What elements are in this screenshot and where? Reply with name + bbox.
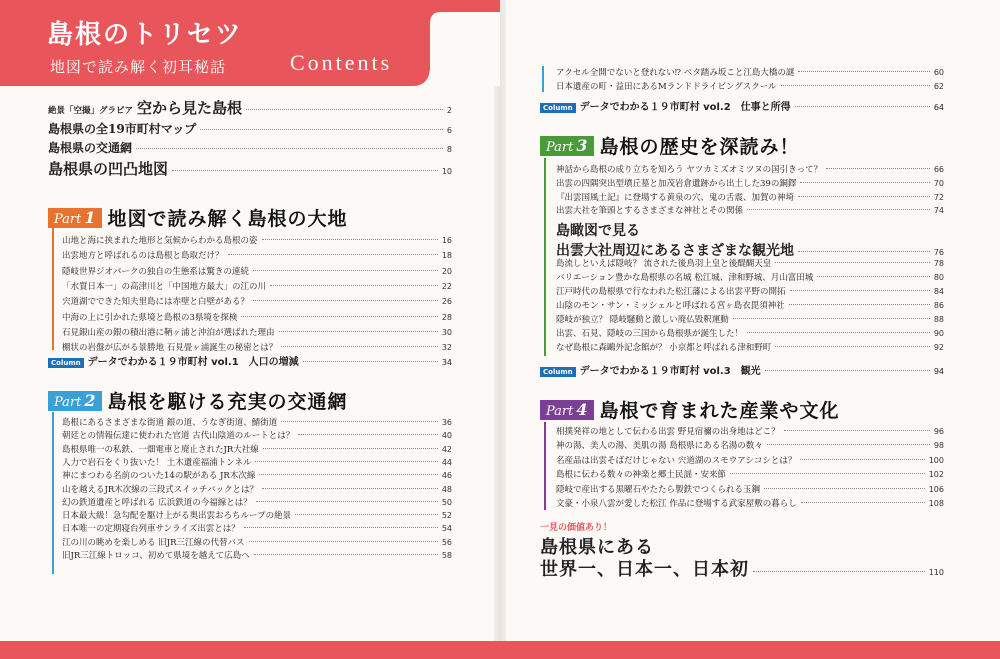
entry-page: 2 [446,106,452,115]
entry-title: 棚状の岩盤が広がる景勝地 石見畳ヶ浦誕生の秘密とは？ [62,343,278,354]
leader-dots [730,473,925,474]
leader-dots [244,527,438,528]
entry-page: 90 [933,329,944,338]
contents-label: Contents [290,50,393,75]
entry-page: 40 [441,431,452,441]
toc-entry[interactable] [556,454,944,466]
entry-title: バリエーション豊かな島根県の名城 松江城、津和野城、月山富田城 [556,273,814,283]
toc-entry[interactable] [62,341,452,353]
entry-title: 江戸時代の島根県で行なわれた松江藩による出雲平野の開拓 [556,287,786,297]
entry-title: 神の湯、美人の湯、美肌の湯 島根県にある名湯の数々 [556,441,763,452]
entry-page: 44 [441,457,452,467]
leader-dots [765,370,930,371]
leader-dots [775,262,930,263]
toc-entry[interactable] [556,163,944,175]
entry-page: 6 [446,126,452,135]
leader-dots [775,346,930,347]
part-4-bar [544,422,546,510]
leader-dots [798,196,930,197]
toc-entry[interactable] [62,326,452,338]
entry-title: 隠岐で産出する黒曜石やたたら製鉄でつくられる玉鋼 [556,484,761,495]
entry-page: 26 [441,297,452,307]
toc-entry[interactable] [556,257,944,269]
toc-entry[interactable] [556,299,944,311]
part-2-continued-bar [542,66,544,92]
entry-title: 島根県の凹凸地図 [48,160,169,178]
toc-entry[interactable] [62,496,452,508]
toc-entry[interactable] [556,66,944,78]
part-title: 島根で育まれた産業や文化 [599,400,840,422]
leader-dots [172,170,438,171]
entry-title: 空から見た島根 [137,99,243,117]
column-entry[interactable] [540,362,944,377]
leader-dots [800,182,929,183]
feature-entry[interactable] [556,220,944,260]
entry-title: 相撲発祥の地として伝わる出雲 野見宿禰の出身地はどこ？ [556,427,780,437]
part-badge: Part 3 [540,136,594,156]
leader-dots [228,254,438,255]
toc-entry[interactable] [556,483,944,495]
part-1-heading[interactable] [48,204,348,231]
entry-page: 34 [441,358,452,367]
toc-entry[interactable] [62,429,452,441]
entry-page: 28 [441,312,452,322]
leader-dots [753,571,925,572]
toc-entry[interactable] [556,204,944,216]
leader-dots [241,316,437,317]
entry-title: 隠岐が独立？ 隠岐騒動と激しい廃仏毀釈運動 [556,315,729,325]
toc-entry[interactable] [48,120,452,137]
entry-page: 20 [441,266,452,276]
part-title: 地図で読み解く島根の大地 [107,208,348,230]
leader-dots [747,332,930,333]
part-badge: Part 1 [48,208,102,228]
entry-title: 島根県唯一の私鉄、一畑電車と廃止されたJR大社線 [62,444,259,455]
entry-title: 出雲、石見、隠岐の三国から島根県が誕生した！ [556,329,744,339]
entry-page: 70 [933,178,944,188]
entry-title: 島根県の交通網 [48,141,133,155]
entry-title: 文豪・小泉八雲が愛した松江 作品に登場する武家屋敷の暮らし [556,499,797,509]
toc-entry[interactable] [556,439,944,451]
entry-title: 中海の上に引かれた県境と島根の3県境を探検 [62,312,238,323]
toc-entry[interactable] [62,280,452,292]
leader-dots [256,501,438,502]
leader-dots [136,148,443,149]
entry-title: 江の川の眺めを楽しめる 旧JR三江線の代替バス [62,537,245,548]
part-3-heading[interactable] [540,132,800,159]
leader-dots [279,331,438,332]
toc-entry[interactable] [556,497,944,509]
book-gutter [494,0,506,659]
toc-entry[interactable] [62,265,452,277]
leader-dots [295,514,438,515]
column-badge: Column [540,367,576,377]
toc-entry[interactable] [48,139,452,156]
toc-entry[interactable] [556,341,944,353]
entry-page: 74 [933,206,944,216]
leader-dots [789,304,930,305]
column-text: データでわかる１９市町村 vol.1 人口の増減 [87,357,299,368]
toc-entry[interactable] [556,313,944,325]
entry-title: 日本最大級！急勾配を駆け上がる奥出雲おろちループの絶景 [62,511,292,522]
leader-dots [764,488,925,489]
entry-page: 8 [446,145,452,154]
part-1-bar [52,228,54,350]
entry-page: 106 [928,484,944,494]
toc-entry[interactable] [556,468,944,480]
toc-entry[interactable] [62,443,452,455]
entry-title: 出雲大社を筆頭とするさまざまな神社とその関係 [556,206,744,217]
column-text: データでわかる１９市町村 vol.3 観光 [579,366,761,377]
toc-entry[interactable] [62,522,452,534]
entry-page: 42 [441,444,452,454]
entry-title: 山陰のモン・サン・ミッシェルと呼ばれる宮ヶ島衣毘須神社 [556,301,785,311]
toc-entry[interactable] [62,249,452,261]
entry-page: 16 [441,236,452,245]
leader-dots [262,488,438,489]
closing-line-2-row [540,559,944,581]
entry-page: 80 [933,273,944,282]
toc-entry[interactable] [556,271,944,283]
toc-entry[interactable] [62,311,452,323]
entry-page: 36 [441,418,452,427]
part-title: 島根を駆ける充実の交通網 [107,391,348,413]
entry-title: 山地と海に挟まれた地形と気候からわかる島根の姿 [62,236,258,246]
leader-dots [798,251,930,252]
toc-entry[interactable] [556,177,944,189]
toc-entry[interactable] [62,483,452,495]
entry-page: 98 [933,441,944,451]
part-3-bar [544,158,546,356]
entry-page: 88 [933,315,944,324]
entry-title: 隠岐世界ジオパークの独自の生態系は驚きの連続 [62,266,249,277]
entry-page: 54 [441,524,452,534]
book-title: 島根のトリセツ [47,20,243,50]
leader-dots [817,276,930,277]
entry-page: 86 [933,301,944,310]
leader-dots [270,285,438,286]
toc-entry[interactable] [48,158,452,179]
closing-kicker: 一見の価値あり！ [540,523,613,533]
leader-dots [253,270,438,271]
leader-dots [784,430,930,431]
entry-title: 島根にあるさまざまな街道 銀の道、うなぎ街道、鯖街道 [62,418,278,428]
entry-page: 56 [441,537,452,547]
book-subtitle: 地図で読み解く初耳秘話 [50,58,227,76]
entry-title: 日本遺産の町・益田にあるMランドドライビングスクール [556,82,777,92]
part-2-heading[interactable] [48,387,348,414]
closing-line-1: 島根県にある [540,537,654,558]
part-4-heading[interactable] [540,396,840,423]
leader-dots [281,346,438,347]
entry-title: 「水質日本一」の高津川と「中国地方最大」の江の川 [62,281,267,292]
toc-entry[interactable] [62,416,452,428]
entry-title: 出雲地方と呼ばれるのは島根と島取だけ？ [62,251,224,262]
part-title: 島根の歴史を深読み！ [599,136,800,158]
entry-page: 46 [441,471,452,481]
footer-band [0,641,1000,659]
leader-dots [281,421,438,422]
entry-title: 朝廷との情報伝達に使われた官道 古代山陰道のルートとは？ [62,431,295,442]
column-badge: Column [540,103,576,113]
leader-dots [200,129,443,130]
toc-entry[interactable] [556,327,944,339]
toc-entry[interactable] [62,456,452,468]
leader-dots [790,290,930,291]
entry-title: 神話から島根の成り立ちを知ろう ヤツカミズオミツヌの国引きって？ [556,165,823,175]
entry-title: 旧JR三江線トロッコ、初めて県境を越えて広島へ [62,551,250,561]
leader-dots [259,474,437,475]
entry-page: 100 [928,455,944,465]
leader-dots [781,85,930,86]
entry-page: 62 [933,82,944,91]
entry-tag: 絶景「空撮」グラビア [48,106,134,116]
part-2-bar [52,412,54,574]
leader-dots [249,541,438,542]
feature-line-2: 出雲大社周辺にあるさまざまな観光地 [556,243,794,259]
toc-entry[interactable] [62,549,452,561]
entry-page: 94 [933,367,944,376]
toc-entry[interactable] [556,191,944,203]
part-badge: Part 4 [540,400,594,420]
entry-page: 52 [441,511,452,521]
leader-dots [826,168,930,169]
entry-page: 72 [933,192,944,202]
leader-dots [733,318,930,319]
toc-entry[interactable] [62,469,452,481]
entry-page: 32 [441,343,452,353]
entry-page: 10 [441,167,452,176]
entry-title: 宍道湖でできた知夫里島には赤壁と白壁がある？ [62,297,250,308]
leader-dots [801,502,925,503]
leader-dots [798,71,929,72]
column-text: データでわかる１９市町村 vol.2 仕事と所得 [579,102,791,113]
leader-dots [800,459,924,460]
column-entry[interactable] [48,353,452,368]
leader-dots [767,444,930,445]
toc-entry[interactable] [48,97,452,118]
leader-dots [254,554,438,555]
entry-title: 出雲の四隅突出型墳丘墓と加茂岩倉遺跡から出土した39の銅鐸 [556,178,797,189]
entry-page: 96 [933,427,944,436]
column-badge: Column [48,358,84,368]
toc-entry[interactable] [62,536,452,548]
part-badge: Part 2 [48,391,102,411]
leader-dots [253,300,438,301]
toc-entry[interactable] [62,295,452,307]
column-entry[interactable] [540,98,944,113]
leader-dots [747,209,930,210]
leader-dots [298,434,438,435]
leader-dots [262,239,438,240]
toc-entry[interactable] [556,80,944,92]
entry-title: 島流しといえば隠岐？ 流された後鳥羽上皇と後醍醐天皇 [556,259,772,269]
leader-dots [303,361,438,362]
entry-page: 22 [441,281,452,291]
entry-page: 58 [441,551,452,560]
toc-entry[interactable] [556,425,944,437]
entry-page: 92 [933,343,944,352]
entry-page: 64 [933,103,944,112]
entry-page: 66 [933,165,944,174]
toc-entry[interactable] [62,509,452,521]
entry-title: 日本唯一の定期寝台列車サンライズ出雲とは？ [62,524,240,535]
entry-title: なぜ島根に森鷗外記念館が？ 小京都と呼ばれる津和野町 [556,343,772,353]
leader-dots [246,109,443,110]
entry-title: 山を越えるJR木次線の三段式スイッチバックとは？ [62,484,258,495]
feature-line-1: 島瞰図で見る [556,223,640,239]
leader-dots [255,461,437,462]
entry-page: 76 [933,248,944,257]
entry-title: 人力で岩石をくり抜いた！ 土木遺産福浦トンネル [62,457,252,468]
entry-title: 『出雲国風土記』に登場する黄泉の穴、鬼の舌震、加賀の神埼 [556,192,795,203]
entry-title: 石見銀山産の銀の積出港に鞆ヶ浦と沖泊が選ばれた理由 [62,327,275,338]
entry-page: 60 [933,68,944,77]
entry-page: 108 [928,499,944,508]
entry-title: 神にまつわる名前のついた14の駅がある JR木次線 [62,471,256,482]
entry-page: 84 [933,287,944,296]
entry-page: 110 [928,568,944,577]
entry-title: 島根に伝わる数々の神楽と郷土民謡・安来節 [556,470,727,481]
closing-line-2: 世界一、日本一、日本初 [540,559,749,580]
toc-entry[interactable] [62,234,452,246]
entry-page: 50 [441,497,452,507]
entry-title: アクセル全開でないと登れない⁉ ベタ踏み坂こと江島大橋の謎 [556,68,795,78]
entry-title: 幻の鉄道遺産と呼ばれる 広浜鉄道の今福線とは？ [62,497,252,508]
entry-page: 78 [933,259,944,268]
leader-dots [263,448,438,449]
entry-title: 島根県の全19市町村マップ [48,122,197,136]
toc-entry[interactable] [556,285,944,297]
entry-page: 30 [441,327,452,337]
leader-dots [795,106,930,107]
entry-page: 18 [441,251,452,261]
entry-title: 名産品は出雲そばだけじゃない 宍道湖のスモウアシコシとは？ [556,455,797,466]
closing-entry[interactable] [540,520,944,581]
entry-page: 48 [441,484,452,494]
entry-page: 102 [928,470,944,480]
